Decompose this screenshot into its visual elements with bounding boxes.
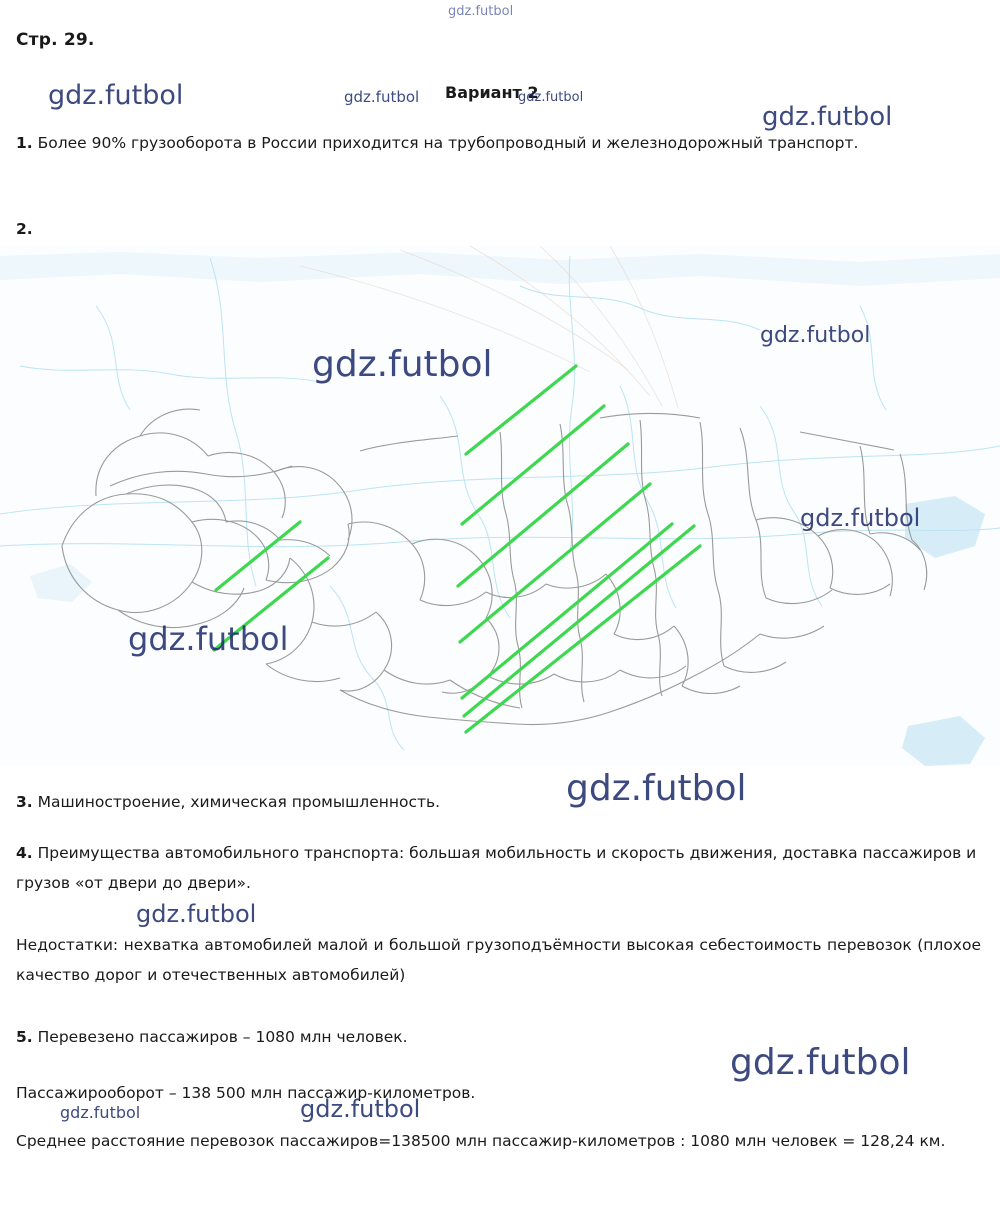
russia-contour-map xyxy=(0,246,1000,766)
watermark: gdz.futbol xyxy=(312,344,493,385)
answer-4-text: Преимущества автомобильного транспорта: большая мобильность и скорость движения, доставка пассажиров и грузов «от двери до двери». xyxy=(16,844,977,892)
watermark: gdz.futbol xyxy=(566,768,747,809)
map-svg xyxy=(0,246,1000,766)
answer-2 xyxy=(16,214,216,244)
answer-1 xyxy=(16,128,984,158)
answer-5 xyxy=(16,1022,716,1052)
answer-4 xyxy=(16,838,991,898)
answer-1-text: Более 90% грузооборота в России приходится на трубопроводный и железнодорожный транспорт. xyxy=(37,134,859,152)
watermark: gdz.futbol xyxy=(60,1103,141,1122)
answer-5-text3: Среднее расстояние перевозок пассажиров=138500 млн пассажир-километров : 1080 млн человек = 128,24 км. xyxy=(16,1132,946,1150)
page-number: Стр. 29. xyxy=(16,30,95,50)
watermark: gdz.futbol xyxy=(518,90,584,105)
answer-1-number: 1. xyxy=(16,134,33,152)
answer-4-text2: Недостатки: нехватка автомобилей малой и большой грузоподъёмности высокая себестоимость перевозок (плохое качество дорог и отечественных автомобилей) xyxy=(16,936,981,984)
watermark: gdz.futbol xyxy=(48,80,184,111)
answer-5-turnover xyxy=(16,1078,716,1108)
watermark: gdz.futbol xyxy=(730,1042,911,1083)
answer-3-number: 3. xyxy=(16,793,33,811)
watermark: gdz.futbol xyxy=(760,323,871,348)
answer-2-number: 2. xyxy=(16,220,33,238)
answer-3 xyxy=(16,787,576,817)
answer-4-number: 4. xyxy=(16,844,33,862)
answer-5-text2: Пассажирооборот – 138 500 млн пассажир-километров. xyxy=(16,1084,476,1102)
watermark: gdz.futbol xyxy=(448,4,514,19)
watermark: gdz.futbol xyxy=(136,900,257,928)
watermark: gdz.futbol xyxy=(128,620,289,658)
variant-title: Вариант 2 xyxy=(445,83,539,102)
watermark: gdz.futbol xyxy=(344,88,420,106)
answer-5-number: 5. xyxy=(16,1028,33,1046)
answer-3-text: Машиностроение, химическая промышленность. xyxy=(37,793,441,811)
watermark: gdz.futbol xyxy=(300,1095,421,1123)
answer-5-text: Перевезено пассажиров – 1080 млн человек. xyxy=(37,1028,408,1046)
watermark: gdz.futbol xyxy=(762,102,893,132)
answer-5-average xyxy=(16,1126,981,1156)
answer-4-drawbacks xyxy=(16,930,981,990)
watermark: gdz.futbol xyxy=(800,504,921,532)
